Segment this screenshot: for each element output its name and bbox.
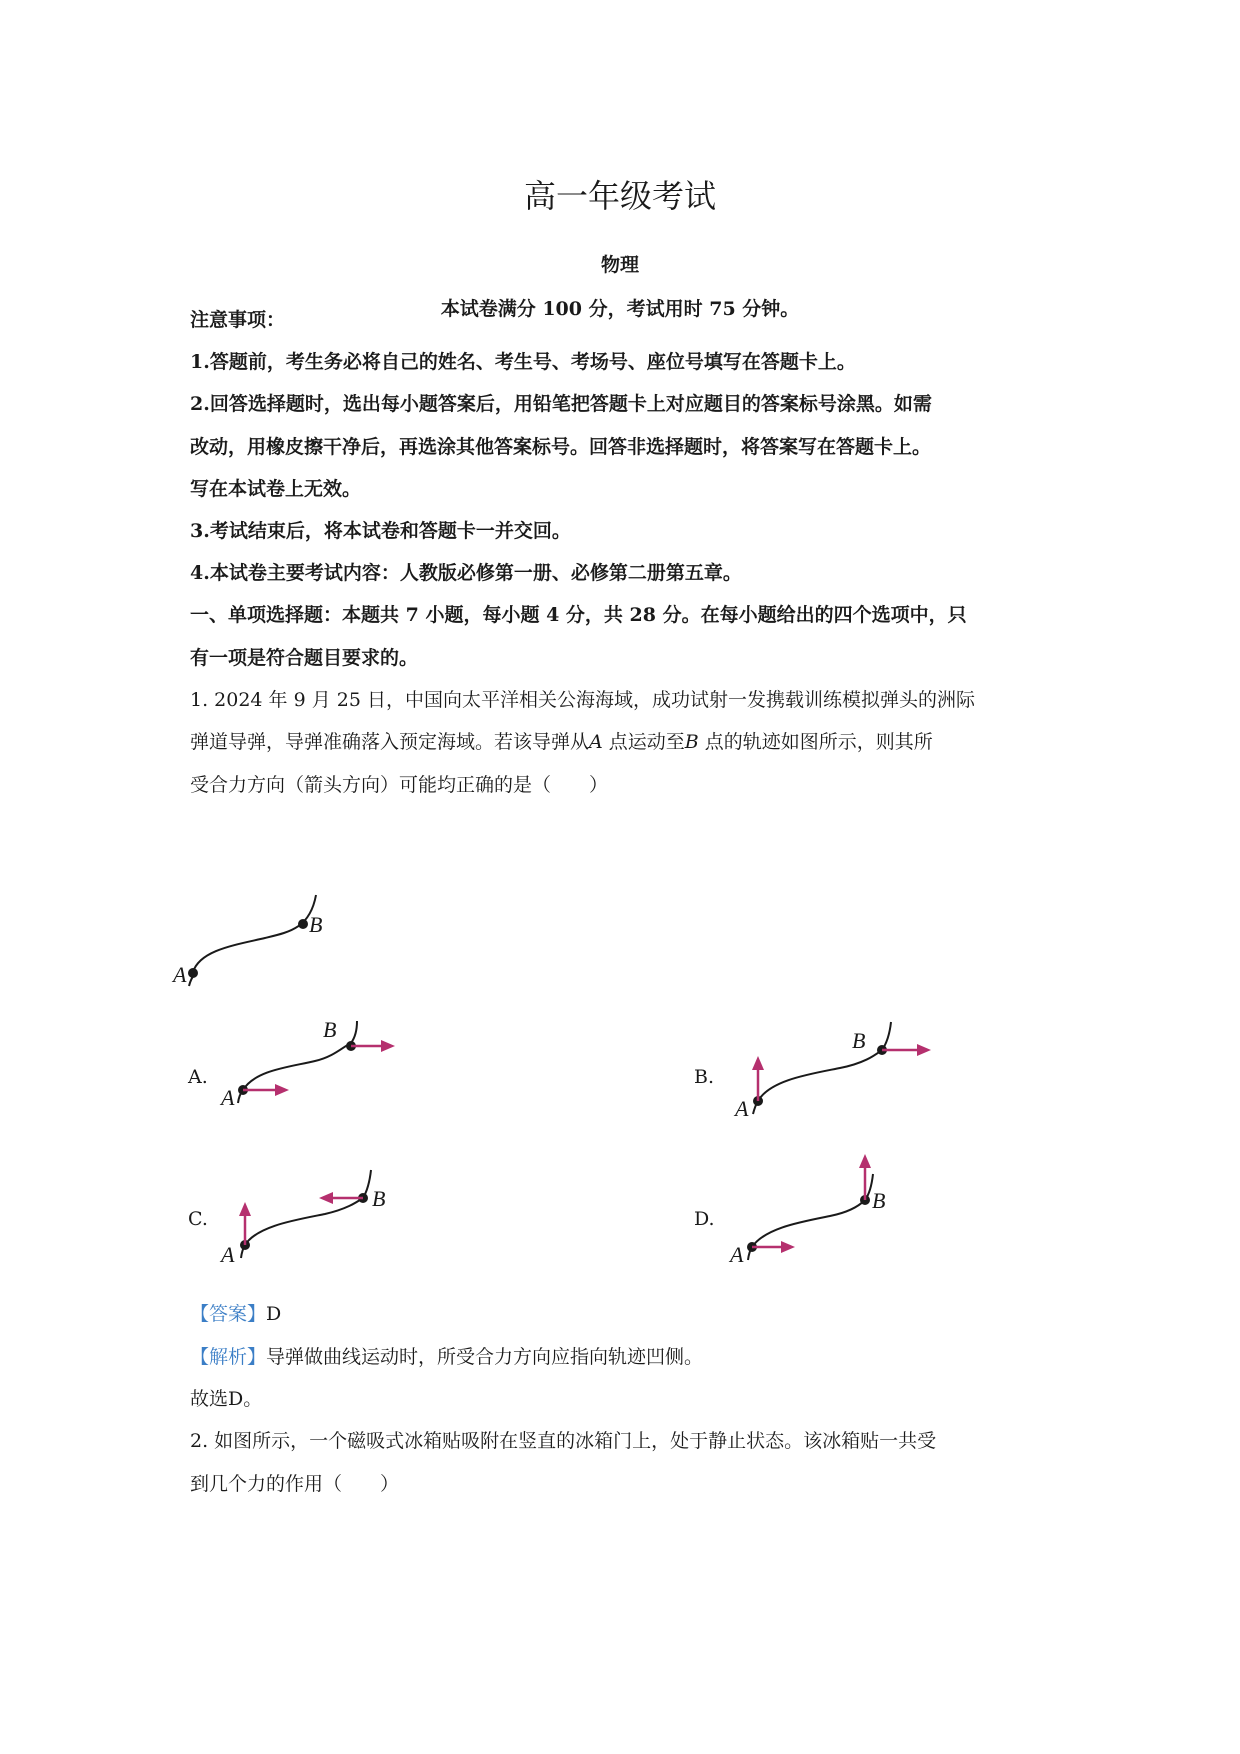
arrowhead-icon	[781, 1241, 795, 1253]
conclusion-line: 故选D。	[190, 1388, 263, 1410]
trajectory-figure	[173, 890, 335, 1000]
arrowhead-icon	[275, 1084, 289, 1096]
option-b-point-a: A	[735, 1096, 749, 1121]
answer-line	[190, 1301, 281, 1327]
exam-duration-note: 本试卷满分 100 分，考试用时 75 分钟。	[440, 298, 800, 320]
arrowhead-icon	[859, 1154, 871, 1168]
option-a-point-a: A	[221, 1085, 235, 1110]
option-a-point-b: B	[323, 1017, 337, 1042]
section-heading: 一、单项选择题：本题共 7 小题，每小题 4 分，共 28 分。在每小题给出的四个选项中，只	[190, 604, 967, 626]
option-d-label[interactable]: D.	[694, 1208, 715, 1230]
option-b-label[interactable]: B.	[694, 1066, 715, 1088]
question-2-line-1: 2. 如图所示，一个磁吸式冰箱贴吸附在竖直的冰箱门上，处于静止状态。该冰箱贴一共受	[190, 1430, 937, 1452]
option-c-figure[interactable]	[215, 1160, 395, 1270]
option-c-point-b: B	[372, 1186, 386, 1211]
question-1-line-2-mid: 点运动至	[602, 731, 685, 753]
option-a-label[interactable]: A.	[188, 1066, 208, 1088]
answer-tag: 【答案】	[190, 1303, 267, 1325]
arrowhead-icon	[319, 1192, 333, 1204]
notice-item-2: 2.回答选择题时，选出每小题答案后，用铅笔把答题卡上对应题目的答案标号涂黑。如需	[190, 393, 932, 415]
figure-point-a: A	[173, 962, 187, 987]
notice-item-1: 1.答题前，考生务必将自己的姓名、考生号、考场号、座位号填写在答题卡上。	[190, 351, 856, 373]
question-1-line-2-pre: 弹道导弹，导弹准确落入预定海域。若该导弹从	[190, 731, 590, 753]
arrowhead-icon	[917, 1044, 931, 1056]
section-heading-cont: 有一项是符合题目要求的。	[190, 647, 419, 669]
subject-heading: 物理	[600, 254, 639, 276]
option-d-point-b: B	[872, 1188, 886, 1213]
question-1-line-2	[190, 729, 933, 755]
notice-heading: 注意事项：	[190, 309, 286, 331]
analysis-tag: 【解析】	[190, 1346, 267, 1368]
figure-point-b: B	[309, 912, 323, 937]
option-a-figure[interactable]	[215, 1015, 395, 1115]
option-c-label[interactable]: C.	[188, 1208, 208, 1230]
notice-item-3: 3.考试结束后，将本试卷和答题卡一并交回。	[190, 520, 571, 542]
question-1-line-3: 受合力方向（箭头方向）可能均正确的是（ ）	[190, 774, 609, 796]
point-a-label: A	[589, 731, 603, 753]
point-b-label: B	[684, 731, 699, 753]
answer-value: D	[266, 1303, 282, 1325]
arrowhead-icon	[752, 1056, 764, 1070]
notice-item-2-cont: 改动，用橡皮擦干净后，再选涂其他答案标号。回答非选择题时，将答案写在答题卡上。	[190, 436, 932, 458]
option-c-point-a: A	[221, 1242, 235, 1267]
notice-item-2-cont2: 写在本试卷上无效。	[190, 478, 362, 500]
arrowhead-icon	[381, 1040, 395, 1052]
page-title: 高一年级考试	[523, 177, 716, 215]
notice-item-4: 4.本试卷主要考试内容：人教版必修第一册、必修第二册第五章。	[190, 562, 742, 584]
option-d-figure[interactable]	[725, 1150, 905, 1265]
question-1-line-2-post: 点的轨迹如图所示，则其所	[698, 731, 933, 753]
analysis-line	[190, 1344, 703, 1370]
option-b-point-b: B	[852, 1028, 866, 1053]
question-2-line-2: 到几个力的作用（ ）	[190, 1473, 400, 1495]
analysis-text: 导弹做曲线运动时，所受合力方向应指向轨迹凹侧。	[266, 1346, 704, 1368]
option-d-point-a: A	[730, 1242, 744, 1267]
arrowhead-icon	[239, 1202, 251, 1216]
option-b-figure[interactable]	[725, 1010, 925, 1120]
question-1-line-1: 1. 2024 年 9 月 25 日，中国向太平洋相关公海海域，成功试射一发携载训练模拟弹头的洲际	[190, 689, 975, 711]
